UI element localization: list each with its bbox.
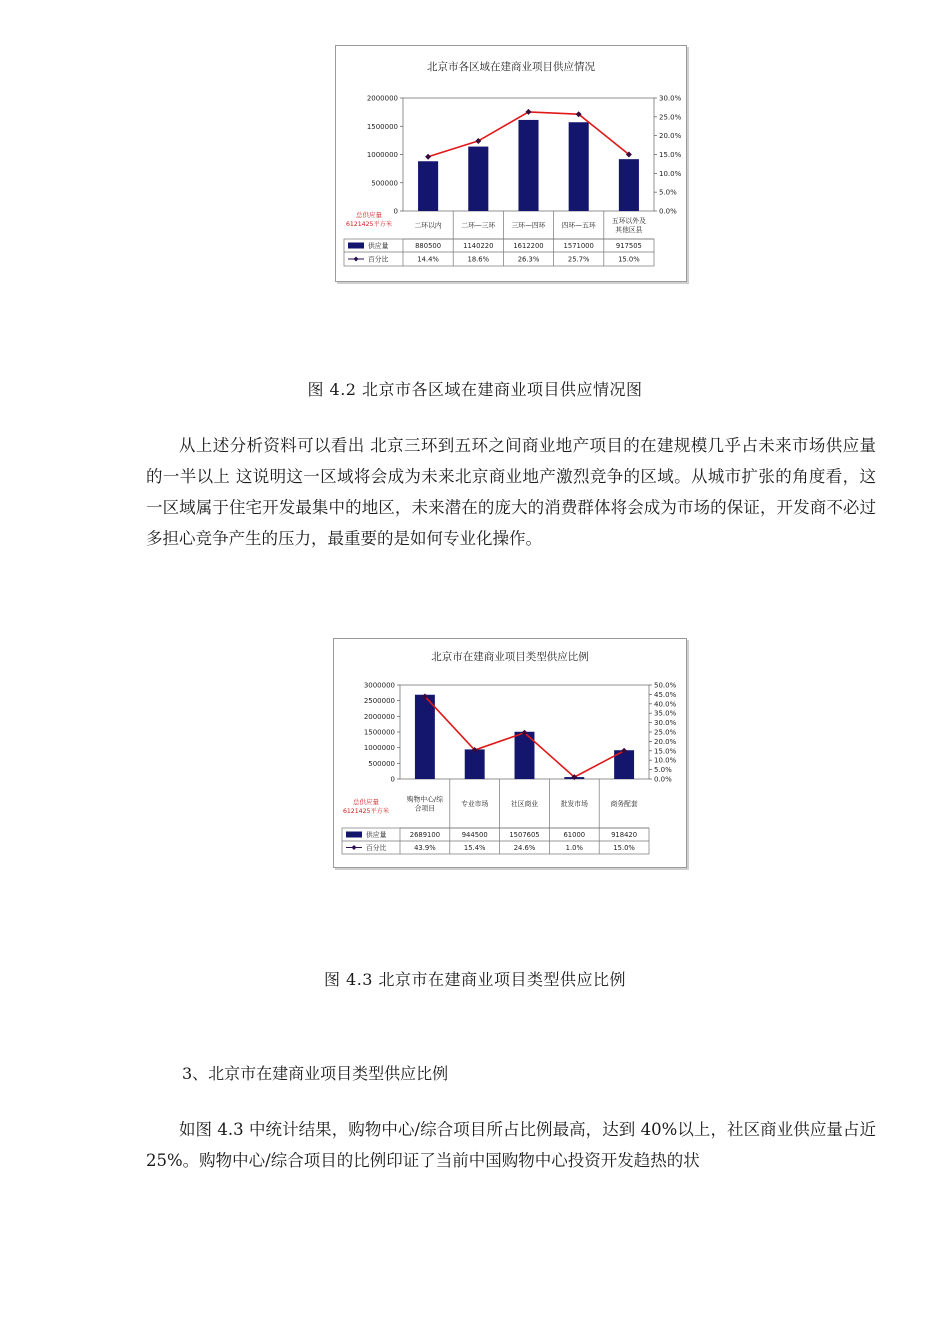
table-value-percent: 1.0% — [565, 844, 583, 852]
table-value-supply: 944500 — [461, 831, 488, 839]
left-axis-tick-label: 2000000 — [366, 94, 398, 103]
legend-line-marker — [352, 845, 357, 850]
table-value-percent: 15.4% — [463, 844, 486, 852]
right-axis-tick-label: 5.0% — [659, 188, 677, 197]
chart-type-supply — [333, 638, 687, 868]
chart-title: 北京市各区域在建商业项目供应情况 — [427, 61, 595, 73]
category-label: 专业市场 — [461, 800, 489, 808]
table-value-supply: 1612200 — [513, 242, 544, 250]
right-axis-tick-label: 25.0% — [654, 728, 677, 737]
bar — [518, 120, 538, 211]
right-axis-tick-label: 30.0% — [654, 719, 677, 728]
right-axis-tick-label: 35.0% — [654, 709, 677, 718]
total-supply-value: 6121425平方米 — [345, 221, 393, 228]
table-value-supply: 1571000 — [563, 242, 594, 250]
table-value-percent: 26.3% — [517, 255, 540, 264]
body-paragraph-1 — [146, 430, 876, 554]
right-axis-tick-label: 15.0% — [659, 151, 682, 159]
table-value-supply: 918420 — [611, 831, 638, 839]
bar — [465, 749, 485, 779]
total-supply-annotation: 总供应量 — [353, 798, 379, 806]
table-value-supply: 1140220 — [463, 242, 494, 250]
table-value-percent: 15.0% — [613, 844, 635, 852]
chart-svg — [334, 639, 686, 867]
left-axis-tick-label: 2000000 — [363, 712, 395, 721]
category-label: 三环—四环 — [511, 221, 546, 230]
category-label: 购物中心/综合项目 — [406, 795, 444, 813]
bar — [468, 147, 488, 211]
category-label: 二环以内 — [414, 221, 442, 230]
left-axis-tick-label: 2500000 — [363, 697, 395, 706]
bar — [415, 695, 435, 779]
figure-4-2-caption: 图 4.2 北京市各区域在建商业项目供应情况图 — [307, 380, 643, 399]
right-axis-tick-label: 0.0% — [659, 207, 677, 216]
legend-bar-swatch — [346, 832, 362, 838]
right-axis-tick-label: 15.0% — [654, 747, 677, 756]
right-axis-tick-label: 5.0% — [654, 766, 672, 775]
category-label: 二环—三环 — [461, 221, 496, 230]
table-grid-line — [344, 239, 654, 266]
figure-4-3-caption: 图 4.3 北京市在建商业项目类型供应比例 — [323, 970, 627, 989]
bar — [569, 122, 589, 211]
right-axis-tick-label: 20.0% — [654, 737, 677, 746]
left-axis-tick-label: 1000000 — [363, 744, 395, 753]
left-axis-tick-label: 0 — [393, 207, 398, 216]
chart-title: 北京市在建商业项目类型供应比例 — [431, 651, 589, 663]
line-point-marker — [425, 154, 431, 160]
legend-bar-swatch — [348, 243, 364, 249]
left-axis-tick-label: 1500000 — [363, 728, 395, 737]
category-label: 四环—五环 — [561, 221, 596, 230]
paragraph-text: 如图 4.3 中统计结果，购物中心/综合项目所占比例最高，达到 40%以上，社区商业供应量占近 25%。购物中心/综合项目的比例印证了当前中国购物中心投资开发趋热的状 — [146, 1120, 876, 1170]
section-heading: 3、北京市在建商业项目类型供应比例 — [182, 1064, 449, 1083]
legend-line-marker — [354, 257, 359, 262]
left-axis-tick-label: 500000 — [368, 759, 395, 768]
table-value-supply: 61000 — [563, 831, 586, 839]
legend-bar-label: 供应量 — [368, 242, 389, 250]
table-value-percent: 25.7% — [567, 255, 590, 264]
right-axis-tick-label: 40.0% — [654, 700, 677, 709]
table-value-supply: 2689100 — [409, 831, 441, 839]
paragraph-text: 从上述分析资料可以看出 北京三环到五环之间商业地产项目的在建规模几乎占未来市场供应量的一半以上 这说明这一区域将会成为未来北京商业地产激烈竞争的区域。从城市扩张的角度看，这一区域属于住宅开发最集中的地区，未来潜在的庞大的消费群体将会成为市场的保证，开发商不必过多担心竞争产生的压力，最重要的是如何专业化操作。 — [146, 436, 876, 548]
legend-bar-label: 供应量 — [366, 831, 387, 839]
right-axis-tick-label: 10.0% — [659, 169, 682, 178]
right-axis-tick-label: 30.0% — [659, 94, 682, 103]
category-label: 社区商业 — [510, 800, 539, 808]
left-axis-tick-label: 500000 — [371, 179, 398, 188]
table-value-supply: 880500 — [415, 242, 442, 250]
left-axis-tick-label: 3000000 — [363, 681, 395, 690]
category-label: 商务配套 — [610, 800, 638, 808]
left-axis-tick-label: 0 — [390, 775, 395, 784]
right-axis-tick-label: 50.0% — [654, 681, 677, 690]
right-axis-tick-label: 20.0% — [659, 132, 682, 141]
right-axis-tick-label: 45.0% — [654, 690, 677, 699]
body-paragraph-2 — [146, 1114, 876, 1176]
total-supply-annotation: 总供应量 — [356, 211, 382, 219]
table-value-percent: 24.6% — [513, 844, 536, 852]
table-value-percent: 18.6% — [467, 255, 490, 264]
category-label: 五环以外及其他区县 — [611, 217, 646, 234]
bar — [418, 161, 438, 211]
left-axis-tick-label: 1000000 — [366, 151, 398, 159]
right-axis-tick-label: 0.0% — [654, 775, 672, 784]
right-axis-tick-label: 25.0% — [659, 113, 682, 122]
total-supply-value: 6121425平方米 — [342, 808, 390, 815]
legend-line-label: 百分比 — [366, 844, 387, 852]
chart-regional-supply — [335, 45, 687, 282]
right-axis-tick-label: 10.0% — [654, 756, 677, 765]
left-axis-tick-label: 1500000 — [366, 122, 398, 131]
chart-svg — [336, 46, 686, 281]
bar — [619, 159, 639, 211]
table-value-supply: 1507605 — [509, 831, 540, 839]
table-value-percent: 14.4% — [417, 255, 439, 264]
table-value-percent: 43.9% — [414, 844, 436, 852]
category-label: 批发市场 — [560, 800, 588, 808]
table-value-percent: 15.0% — [618, 255, 640, 264]
legend-line-label: 百分比 — [368, 255, 389, 264]
table-value-supply: 917505 — [615, 242, 642, 250]
